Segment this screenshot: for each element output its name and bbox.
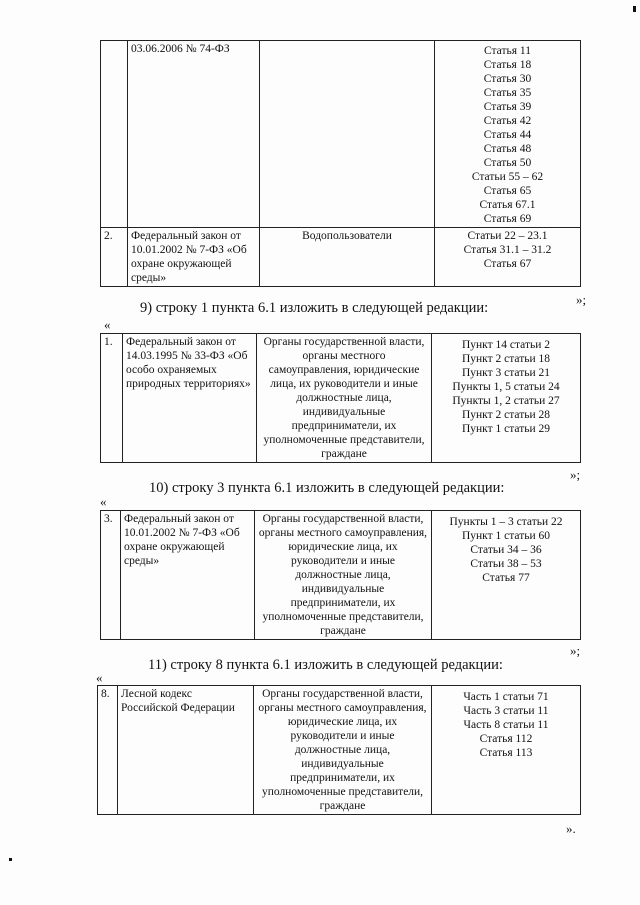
subjects-cell: Органы государственной власти, органы местного самоуправления, юридические лица, их руководители и иные должностные лица, индивидуальные предприниматели, их уполномоченные представители, граждане [255,511,432,640]
article-line: Статья 113 [479,747,533,759]
article-line: Статья 42 [483,115,532,127]
article-line: Часть 1 статьи 71 [463,691,549,703]
table-continuation [100,40,581,287]
articles-cell [432,334,581,463]
article-line: Статья 69 [483,213,532,225]
article-line: Статья 48 [483,143,532,155]
article-line: Статья 44 [483,129,532,141]
article-line: Статья 35 [483,87,532,99]
article-line: Статья 50 [483,157,532,169]
closing-quote: ». [566,821,576,836]
law-cell: Федеральный закон от 10.01.2002 № 7-ФЗ «Об охране окружающей среды» [128,228,260,287]
article-line: Статьи 34 – 36 [470,544,542,556]
article-line: Статья 65 [483,185,532,197]
scan-dot [9,858,12,861]
article-line: Статья 112 [479,733,533,745]
article-line: Статья 31.1 – 31.2 [463,244,552,256]
closing-quote: »; [570,643,581,658]
article-line: Статьи 38 – 53 [470,558,542,570]
paragraph-9: 9) строку 1 пункта 6.1 изложить в следующей редакции: [140,300,489,316]
row-number [101,41,128,228]
law-cell: Лесной кодекс Российской Федерации [118,686,254,815]
table-item-10 [100,510,581,640]
closing-quote: »; [576,292,587,307]
table-row [101,511,581,640]
article-line: Статья 18 [483,59,532,71]
paragraph-11: 11) строку 8 пункта 6.1 изложить в следующей редакции: [148,657,503,673]
subjects-cell: Органы государственной власти, органы местного самоуправления, юридические лица, их руководители и иные должностные лица, индивидуальные предприниматели, их уполномоченные представители, граждане [257,334,432,463]
row-number: 3. [101,511,121,640]
article-line: Часть 8 статьи 11 [463,719,549,731]
article-line: Пункт 3 статьи 21 [461,367,551,379]
articles-cell [432,511,581,640]
article-line: Пункт 2 статьи 18 [461,353,551,365]
article-line: Статья 30 [483,73,532,85]
article-line: Статья 67.1 [479,199,536,211]
table-row [98,686,581,815]
subjects-cell [260,41,435,228]
row-number: 2. [101,228,128,287]
law-cell: Федеральный закон от 10.01.2002 № 7-ФЗ «Об охране окружающей среды» [121,511,255,640]
table-row [101,41,581,228]
article-line: Статья 11 [484,45,531,57]
article-line: Пункт 2 статьи 28 [461,409,551,421]
row-number: 1. [101,334,123,463]
paragraph-10: 10) строку 3 пункта 6.1 изложить в следующей редакции: [149,480,505,496]
article-line: Пункты 1, 2 статьи 27 [452,395,560,407]
article-line: Статья 77 [482,572,530,584]
article-line: Пункт 1 статьи 29 [461,423,551,435]
row-number: 8. [98,686,118,815]
article-line: Пункты 1, 5 статьи 24 [452,381,560,393]
table-item-11 [97,685,581,815]
opening-quote: « [96,670,103,685]
articles-cell [435,41,581,228]
law-cell: 03.06.2006 № 74-ФЗ [128,41,260,228]
articles-cell [435,228,581,287]
article-line: Статья 67 [483,258,532,270]
table-row [101,228,581,287]
article-line: Пункт 14 статьи 2 [461,339,551,351]
law-cell: Федеральный закон от 14.03.1995 № 33-ФЗ «Об особо охраняемых природных территориях» [123,334,257,463]
article-line: Пункты 1 – 3 статьи 22 [449,516,563,528]
table-item-9 [100,333,581,463]
scan-speck [633,6,636,12]
article-line: Часть 3 статьи 11 [463,705,549,717]
subjects-cell: Органы государственной власти, органы местного самоуправления, юридические лица, их руководители и иные должностные лица, индивидуальные предприниматели, их уполномоченные представители, граждане [254,686,432,815]
subjects-cell: Водопользователи [260,228,435,287]
opening-quote: « [100,494,107,509]
opening-quote: « [104,317,111,332]
article-line: Статьи 22 – 23.1 [467,230,548,242]
articles-cell [432,686,581,815]
article-line: Статьи 55 – 62 [471,171,544,183]
article-line: Статья 39 [483,101,532,113]
table-row [101,334,581,463]
closing-quote: »; [570,467,581,482]
article-line: Пункт 1 статьи 60 [461,530,551,542]
